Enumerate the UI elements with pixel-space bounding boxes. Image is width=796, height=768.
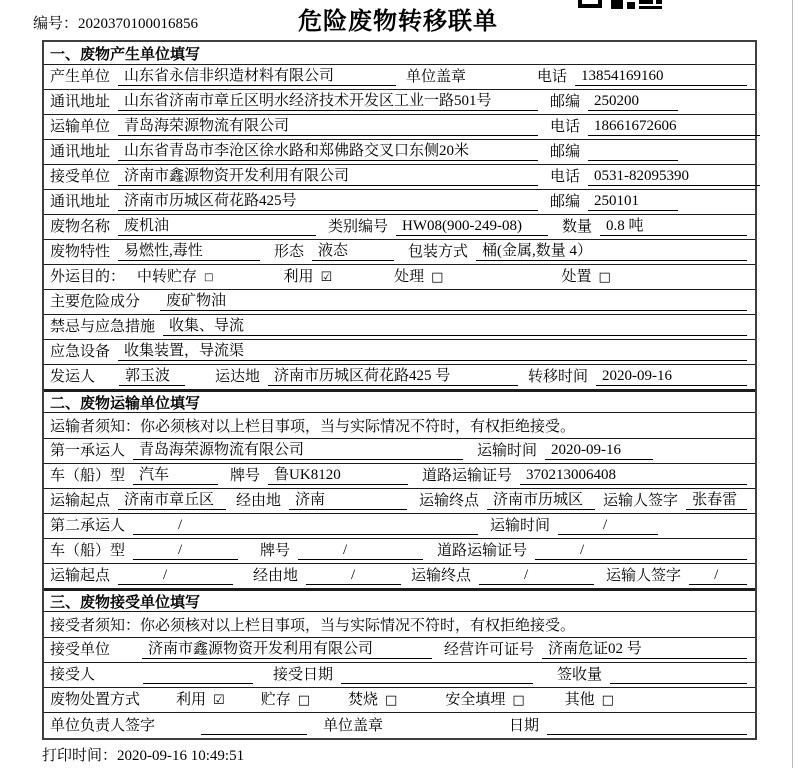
checkbox-storage-icon: □ bbox=[204, 272, 214, 283]
waste-name-label: 废物名称 bbox=[50, 219, 111, 235]
route-via-label: 经由地 bbox=[236, 493, 282, 509]
equipment-value: 收集装置，导流渠 bbox=[118, 342, 747, 361]
plate-label: 牌号 bbox=[260, 543, 291, 559]
form-label: 形态 bbox=[274, 244, 305, 260]
quantity-value: 0.8 吨 bbox=[600, 217, 747, 236]
route-start-value: / bbox=[118, 566, 233, 585]
category-value: HW08(900-249-08) bbox=[396, 217, 548, 236]
doc-number-label: 编号： bbox=[33, 16, 79, 32]
qr-code-icon bbox=[578, 0, 664, 11]
emergency-value: 收集、导流 bbox=[163, 317, 747, 336]
route-end-label: 运输终点 bbox=[411, 568, 472, 584]
producer-label: 产生单位 bbox=[50, 69, 111, 85]
shipper-row bbox=[44, 365, 755, 390]
producer-address: 山东省济南市章丘区明水经济技术开发区工业一路501号 bbox=[118, 92, 538, 111]
disposal-method-label: 废物处置方式 bbox=[50, 692, 141, 708]
checkbox-dispose-icon: □ bbox=[598, 270, 611, 285]
vehicle1-row bbox=[44, 464, 755, 489]
checkbox-storage-icon: □ bbox=[297, 693, 310, 708]
checkbox-landfill-icon: □ bbox=[512, 693, 525, 708]
purpose-label: 外运目的： bbox=[50, 269, 126, 285]
route-end-label: 运输终点 bbox=[419, 493, 480, 509]
destination-label: 运达地 bbox=[215, 369, 261, 385]
quantity-label: 数量 bbox=[562, 219, 593, 235]
route-via-value: / bbox=[306, 566, 401, 585]
receiver-label: 接受单位 bbox=[50, 169, 111, 185]
permit-value: 济南危证02 号 bbox=[542, 640, 747, 659]
qr-block bbox=[611, 0, 623, 9]
vehicle-type-label: 车（船）型 bbox=[50, 468, 126, 484]
hazard-label: 主要危险成分 bbox=[50, 294, 141, 310]
route-via-label: 经由地 bbox=[253, 568, 299, 584]
carrier-sign-value: / bbox=[689, 566, 747, 585]
producer-address-row bbox=[44, 90, 755, 115]
address-label: 通讯地址 bbox=[50, 194, 111, 210]
address-label: 通讯地址 bbox=[50, 144, 111, 160]
accept-unit-label: 接受单位 bbox=[50, 642, 111, 658]
transporter-value: 青岛海荣源物流有限公司 bbox=[118, 117, 538, 136]
section2-header: 二、废物运输单位填写 bbox=[44, 390, 755, 413]
equipment-label: 应急设备 bbox=[50, 344, 111, 360]
route-start-label: 运输起点 bbox=[50, 568, 111, 584]
route2-row bbox=[44, 564, 755, 589]
qr-block bbox=[639, 6, 662, 9]
packing-value: 桶(金属,数量 4） bbox=[476, 242, 747, 261]
acceptor-row bbox=[44, 663, 755, 688]
purpose-option-storage: 中转贮存 bbox=[137, 269, 198, 285]
route1-row bbox=[44, 489, 755, 514]
print-time-value: 2020-09-16 10:49:51 bbox=[117, 748, 245, 764]
checkbox-incinerate-icon: □ bbox=[385, 693, 398, 708]
address-label: 通讯地址 bbox=[50, 94, 111, 110]
receiver-notice: 接受者须知：你必须核对以上栏目事项，当与实际情况不符时，有权拒绝接受。 bbox=[50, 618, 576, 634]
responsible-sign-label: 单位负责人签字 bbox=[50, 718, 156, 734]
phone-label: 电话 bbox=[536, 69, 567, 85]
carrier1-value: 青岛海荣源物流有限公司 bbox=[133, 441, 463, 460]
carrier-sign-value: 张春雷 bbox=[686, 491, 747, 510]
checkbox-treat-icon: □ bbox=[431, 270, 444, 285]
carrier2-row bbox=[44, 514, 755, 539]
page-edge-line bbox=[792, 0, 793, 768]
waste-name-row bbox=[44, 215, 755, 240]
road-license-label: 道路运输证号 bbox=[422, 468, 513, 484]
emergency-measures-row bbox=[44, 315, 755, 340]
transport-time-label: 运输时间 bbox=[477, 443, 538, 459]
receiver-value: 济南市鑫源物资开发利用有限公司 bbox=[118, 167, 538, 186]
plate-value: 鲁UK8120 bbox=[268, 466, 408, 485]
plate-label: 牌号 bbox=[230, 468, 261, 484]
responsible-signature-row bbox=[44, 713, 755, 738]
purpose-row bbox=[44, 265, 755, 290]
route-start-value: 济南市章丘区 bbox=[118, 491, 226, 510]
waste-character-row bbox=[44, 240, 755, 265]
disposal-method-row bbox=[44, 688, 755, 713]
producer-value: 山东省永信非织造材料有限公司 bbox=[118, 67, 396, 86]
zip-label: 邮编 bbox=[550, 94, 581, 110]
hazard-value: 废矿物油 bbox=[160, 292, 747, 311]
accept-unit-value: 济南市鑫源物资开发利用有限公司 bbox=[142, 640, 432, 659]
destination-value: 济南市历城区荷花路425 号 bbox=[268, 367, 518, 386]
waste-character-label: 废物特性 bbox=[50, 244, 111, 260]
purpose-option-utilize: 利用 bbox=[283, 269, 314, 285]
route-start-label: 运输起点 bbox=[50, 493, 111, 509]
accept-unit-row bbox=[44, 638, 755, 663]
qr-block bbox=[639, 0, 653, 4]
section3-header: 三、废物接受单位填写 bbox=[44, 589, 755, 612]
transporter-zip bbox=[588, 143, 678, 161]
hazard-component-row bbox=[44, 290, 755, 315]
acceptor-label: 接受人 bbox=[50, 667, 96, 683]
seal-label: 单位盖章 bbox=[406, 69, 467, 85]
road-license-value: 370213006408 bbox=[520, 466, 747, 485]
road-license-value: / bbox=[535, 541, 747, 560]
doc-number-value: 2020370100016856 bbox=[78, 16, 199, 32]
shipper-label: 发运人 bbox=[50, 369, 96, 385]
checkbox-other-icon: □ bbox=[601, 693, 614, 708]
emergency-label: 禁忌与应急措施 bbox=[50, 319, 156, 335]
transfer-time-label: 转移时间 bbox=[528, 369, 589, 385]
permit-label: 经营许可证号 bbox=[444, 642, 535, 658]
vehicle-type-value: / bbox=[133, 541, 238, 560]
print-time-label: 打印时间： bbox=[42, 748, 118, 764]
received-qty-value bbox=[610, 666, 747, 684]
transport-time-value: 2020-09-16 bbox=[545, 441, 653, 460]
route-end-value: / bbox=[479, 566, 594, 585]
responsible-sign-value bbox=[201, 717, 307, 735]
shipper-value: 郭玉波 bbox=[119, 367, 185, 386]
carrier2-label: 第二承运人 bbox=[50, 518, 126, 534]
route-end-value: 济南市历城区 bbox=[487, 491, 595, 510]
disposal-option-landfill: 安全填埋 bbox=[445, 692, 506, 708]
waste-name-value: 废机油 bbox=[118, 217, 316, 236]
emergency-equipment-row bbox=[44, 340, 755, 365]
unit-seal-label: 单位盖章 bbox=[323, 718, 384, 734]
vehicle-type-value: 汽车 bbox=[133, 466, 218, 485]
disposal-option-other: 其他 bbox=[564, 692, 595, 708]
print-time bbox=[42, 744, 244, 765]
checkbox-utilize-icon: ☑ bbox=[320, 270, 333, 285]
disposal-option-utilize: 利用 bbox=[176, 692, 207, 708]
carrier1-row bbox=[44, 439, 755, 464]
date-label: 日期 bbox=[509, 718, 540, 734]
phone-label: 电话 bbox=[550, 169, 581, 185]
producer-row bbox=[44, 65, 755, 90]
carrier-sign-label: 运输人签字 bbox=[606, 568, 682, 584]
transfer-time-value: 2020-09-16 bbox=[596, 367, 747, 386]
receiver-phone: 0531-82095390 bbox=[588, 167, 760, 186]
transport-time-label: 运输时间 bbox=[490, 518, 551, 534]
packing-label: 包装方式 bbox=[408, 244, 469, 260]
carrier2-value: / bbox=[133, 516, 478, 535]
transporter-notice-row bbox=[44, 413, 755, 439]
road-license-label: 道路运输证号 bbox=[437, 543, 528, 559]
producer-zip: 250200 bbox=[588, 92, 678, 111]
form-table bbox=[42, 40, 757, 740]
qr-block bbox=[656, 0, 662, 4]
route-via-value: 济南 bbox=[289, 491, 407, 510]
acceptor-value bbox=[143, 666, 253, 684]
received-qty-label: 签收量 bbox=[557, 667, 603, 683]
receiver-notice-row bbox=[44, 612, 755, 638]
transporter-address-row bbox=[44, 140, 755, 165]
receiver-address-row bbox=[44, 190, 755, 215]
transporter-phone: 18661672606 bbox=[588, 117, 760, 136]
carrier-sign-label: 运输人签字 bbox=[603, 493, 679, 509]
transporter-notice: 运输者须知：你必须核对以上栏目事项，当与实际情况不符时，有权拒绝接受。 bbox=[50, 419, 576, 435]
transporter-row bbox=[44, 115, 755, 140]
receiver-zip: 250101 bbox=[588, 192, 678, 211]
accept-date-label: 接受日期 bbox=[273, 667, 334, 683]
form-value: 液态 bbox=[312, 242, 394, 261]
transporter-label: 运输单位 bbox=[50, 119, 111, 135]
disposal-option-incinerate: 焚烧 bbox=[348, 692, 379, 708]
zip-label: 邮编 bbox=[550, 194, 581, 210]
waste-character-value: 易燃性,毒性 bbox=[118, 242, 260, 261]
category-label: 类别编号 bbox=[328, 219, 389, 235]
purpose-option-dispose: 处置 bbox=[561, 269, 592, 285]
carrier1-label: 第一承运人 bbox=[50, 443, 126, 459]
phone-label: 电话 bbox=[550, 119, 581, 135]
accept-date-value bbox=[341, 666, 533, 684]
disposal-option-storage: 贮存 bbox=[260, 692, 291, 708]
vehicle-type-label: 车（船）型 bbox=[50, 543, 126, 559]
date-value bbox=[547, 717, 747, 735]
transporter-address: 山东省青岛市李沧区徐水路和郑佛路交叉口东侧20米 bbox=[118, 142, 538, 161]
section1-header: 一、废物产生单位填写 bbox=[44, 42, 755, 65]
vehicle2-row bbox=[44, 539, 755, 564]
checkbox-utilize-icon: ☑ bbox=[213, 693, 225, 708]
producer-phone: 13854169160 bbox=[575, 67, 747, 86]
qr-block bbox=[627, 2, 635, 9]
zip-label: 邮编 bbox=[550, 144, 581, 160]
purpose-option-treat: 处理 bbox=[394, 269, 425, 285]
qr-block bbox=[578, 0, 602, 8]
plate-value: / bbox=[298, 541, 423, 560]
page-title: 危险废物转移联单 bbox=[298, 7, 498, 35]
transport-time-value: / bbox=[558, 516, 658, 535]
receiver-address: 济南市历城区荷花路425号 bbox=[118, 192, 538, 211]
receiver-row bbox=[44, 165, 755, 190]
